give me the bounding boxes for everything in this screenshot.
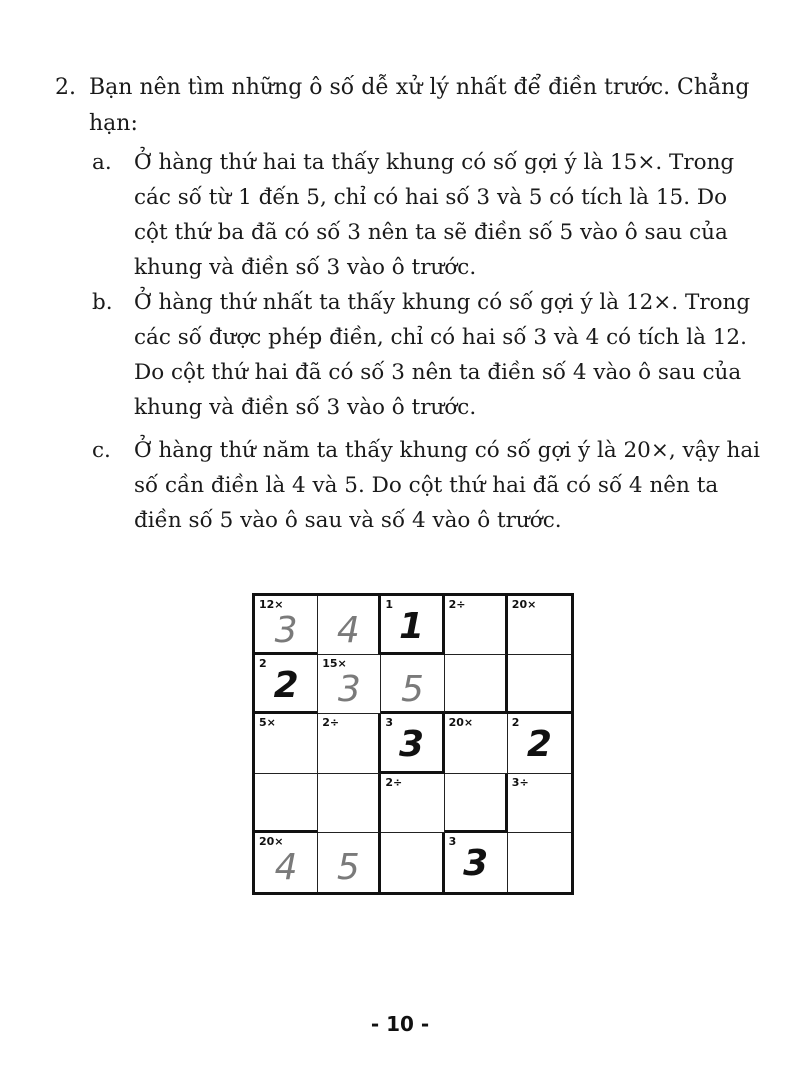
cage-clue: 2÷ (322, 716, 340, 730)
grid-cell-r4-c2 (318, 774, 381, 833)
kenken-puzzle-grid (252, 593, 574, 895)
cage-clue: 12× (259, 598, 284, 611)
page-number: - 10 - (370, 1012, 430, 1036)
cage-clue: 2 (511, 716, 520, 730)
grid-cell-r2-c3 (381, 655, 444, 714)
cage-clue: 3 (448, 834, 457, 848)
subitem-letter: c. (92, 438, 111, 463)
cage-clue: 2÷ (385, 775, 403, 789)
grid-cell-r5-c5 (508, 833, 571, 892)
cage-clue: 2 (259, 657, 267, 671)
cell-value: 3 (463, 842, 489, 884)
grid-cell-r2-c4 (445, 655, 508, 714)
subitem-letter: a. (92, 150, 112, 175)
cell-value: 5 (336, 846, 360, 888)
grid-cell-r4-c3 (381, 774, 444, 833)
grid-cell-r5-c1 (255, 833, 318, 892)
cell-value: 4 (274, 846, 298, 888)
grid-cell-r2-c5 (508, 655, 571, 714)
cell-value: 5 (401, 669, 424, 711)
grid-cell-r3-c3 (381, 714, 444, 773)
cell-value: 1 (398, 606, 425, 647)
cage-clue: 15× (322, 657, 347, 671)
cage-clue: 2÷ (448, 598, 466, 611)
cage-clue: 3 (385, 716, 394, 730)
subitem-text: Ở hàng thứ nhất ta thấy khung có số gợi ý là 12×. Trong các số được phép điền, chỉ có hai số 3 và 4 có tích là 12. Do cột thứ hai đã có số 3 nên ta điền số 4 vào ô sau của khung và điền số 3 vào ô trước. (134, 290, 751, 420)
cage-clue: 1 (385, 598, 394, 611)
grid-cell-r5-c4 (445, 833, 508, 892)
grid-cell-r4-c5 (508, 774, 571, 833)
grid-cell-r1-c4 (445, 596, 508, 655)
cage-clue: 20× (448, 716, 474, 730)
item-number: 2. (55, 75, 76, 100)
subitem-text: Ở hàng thứ hai ta thấy khung có số gợi ý là 15×. Trong các số từ 1 đến 5, chỉ có hai số 3 và 5 có tích là 15. Do cột thứ ba đã có số 3 nên ta sẽ điền số 5 vào ô sau của khung và điền số 3 vào ô trước. (134, 150, 735, 280)
subitem-letter: b. (92, 290, 113, 315)
cage-clue: 20× (511, 598, 537, 611)
cell-value: 3 (274, 610, 298, 651)
cell-value: 3 (337, 669, 361, 711)
grid-cell-r1-c1 (255, 596, 318, 655)
cage-clue: 3÷ (511, 775, 529, 789)
item-text: Bạn nên tìm những ô số dễ xử lý nhất để điền trước. Chẳng hạn: (89, 75, 750, 136)
grid-cell-r4-c1 (255, 774, 318, 833)
cell-value: 3 (398, 724, 425, 766)
cage-clue: 20× (259, 834, 284, 848)
grid-cell-r3-c2 (318, 714, 381, 773)
grid-cell-r5-c3 (381, 833, 444, 892)
cell-value: 2 (526, 724, 552, 766)
grid-cell-r2-c2 (318, 655, 381, 714)
grid-cell-r4-c4 (445, 774, 508, 833)
cell-value: 2 (273, 665, 299, 707)
grid-cell-r3-c1 (255, 714, 318, 773)
subitem-text: Ở hàng thứ năm ta thấy khung có số gợi ý là 20×, vậy hai số cần điền là 4 và 5. Do cột thứ hai đã có số 4 nên ta điền số 5 vào ô sau và số 4 vào ô trước. (134, 438, 761, 533)
grid-cell-r1-c5 (508, 596, 571, 655)
grid-cell-r1-c2 (318, 596, 381, 655)
grid-cell-r3-c4 (445, 714, 508, 773)
grid-cell-r5-c2 (318, 833, 381, 892)
grid-cell-r1-c3 (381, 596, 444, 655)
grid-cell-r3-c5 (508, 714, 571, 773)
cage-clue: 5× (259, 716, 276, 730)
cell-value: 4 (336, 610, 360, 651)
grid-cell-r2-c1 (255, 655, 318, 714)
